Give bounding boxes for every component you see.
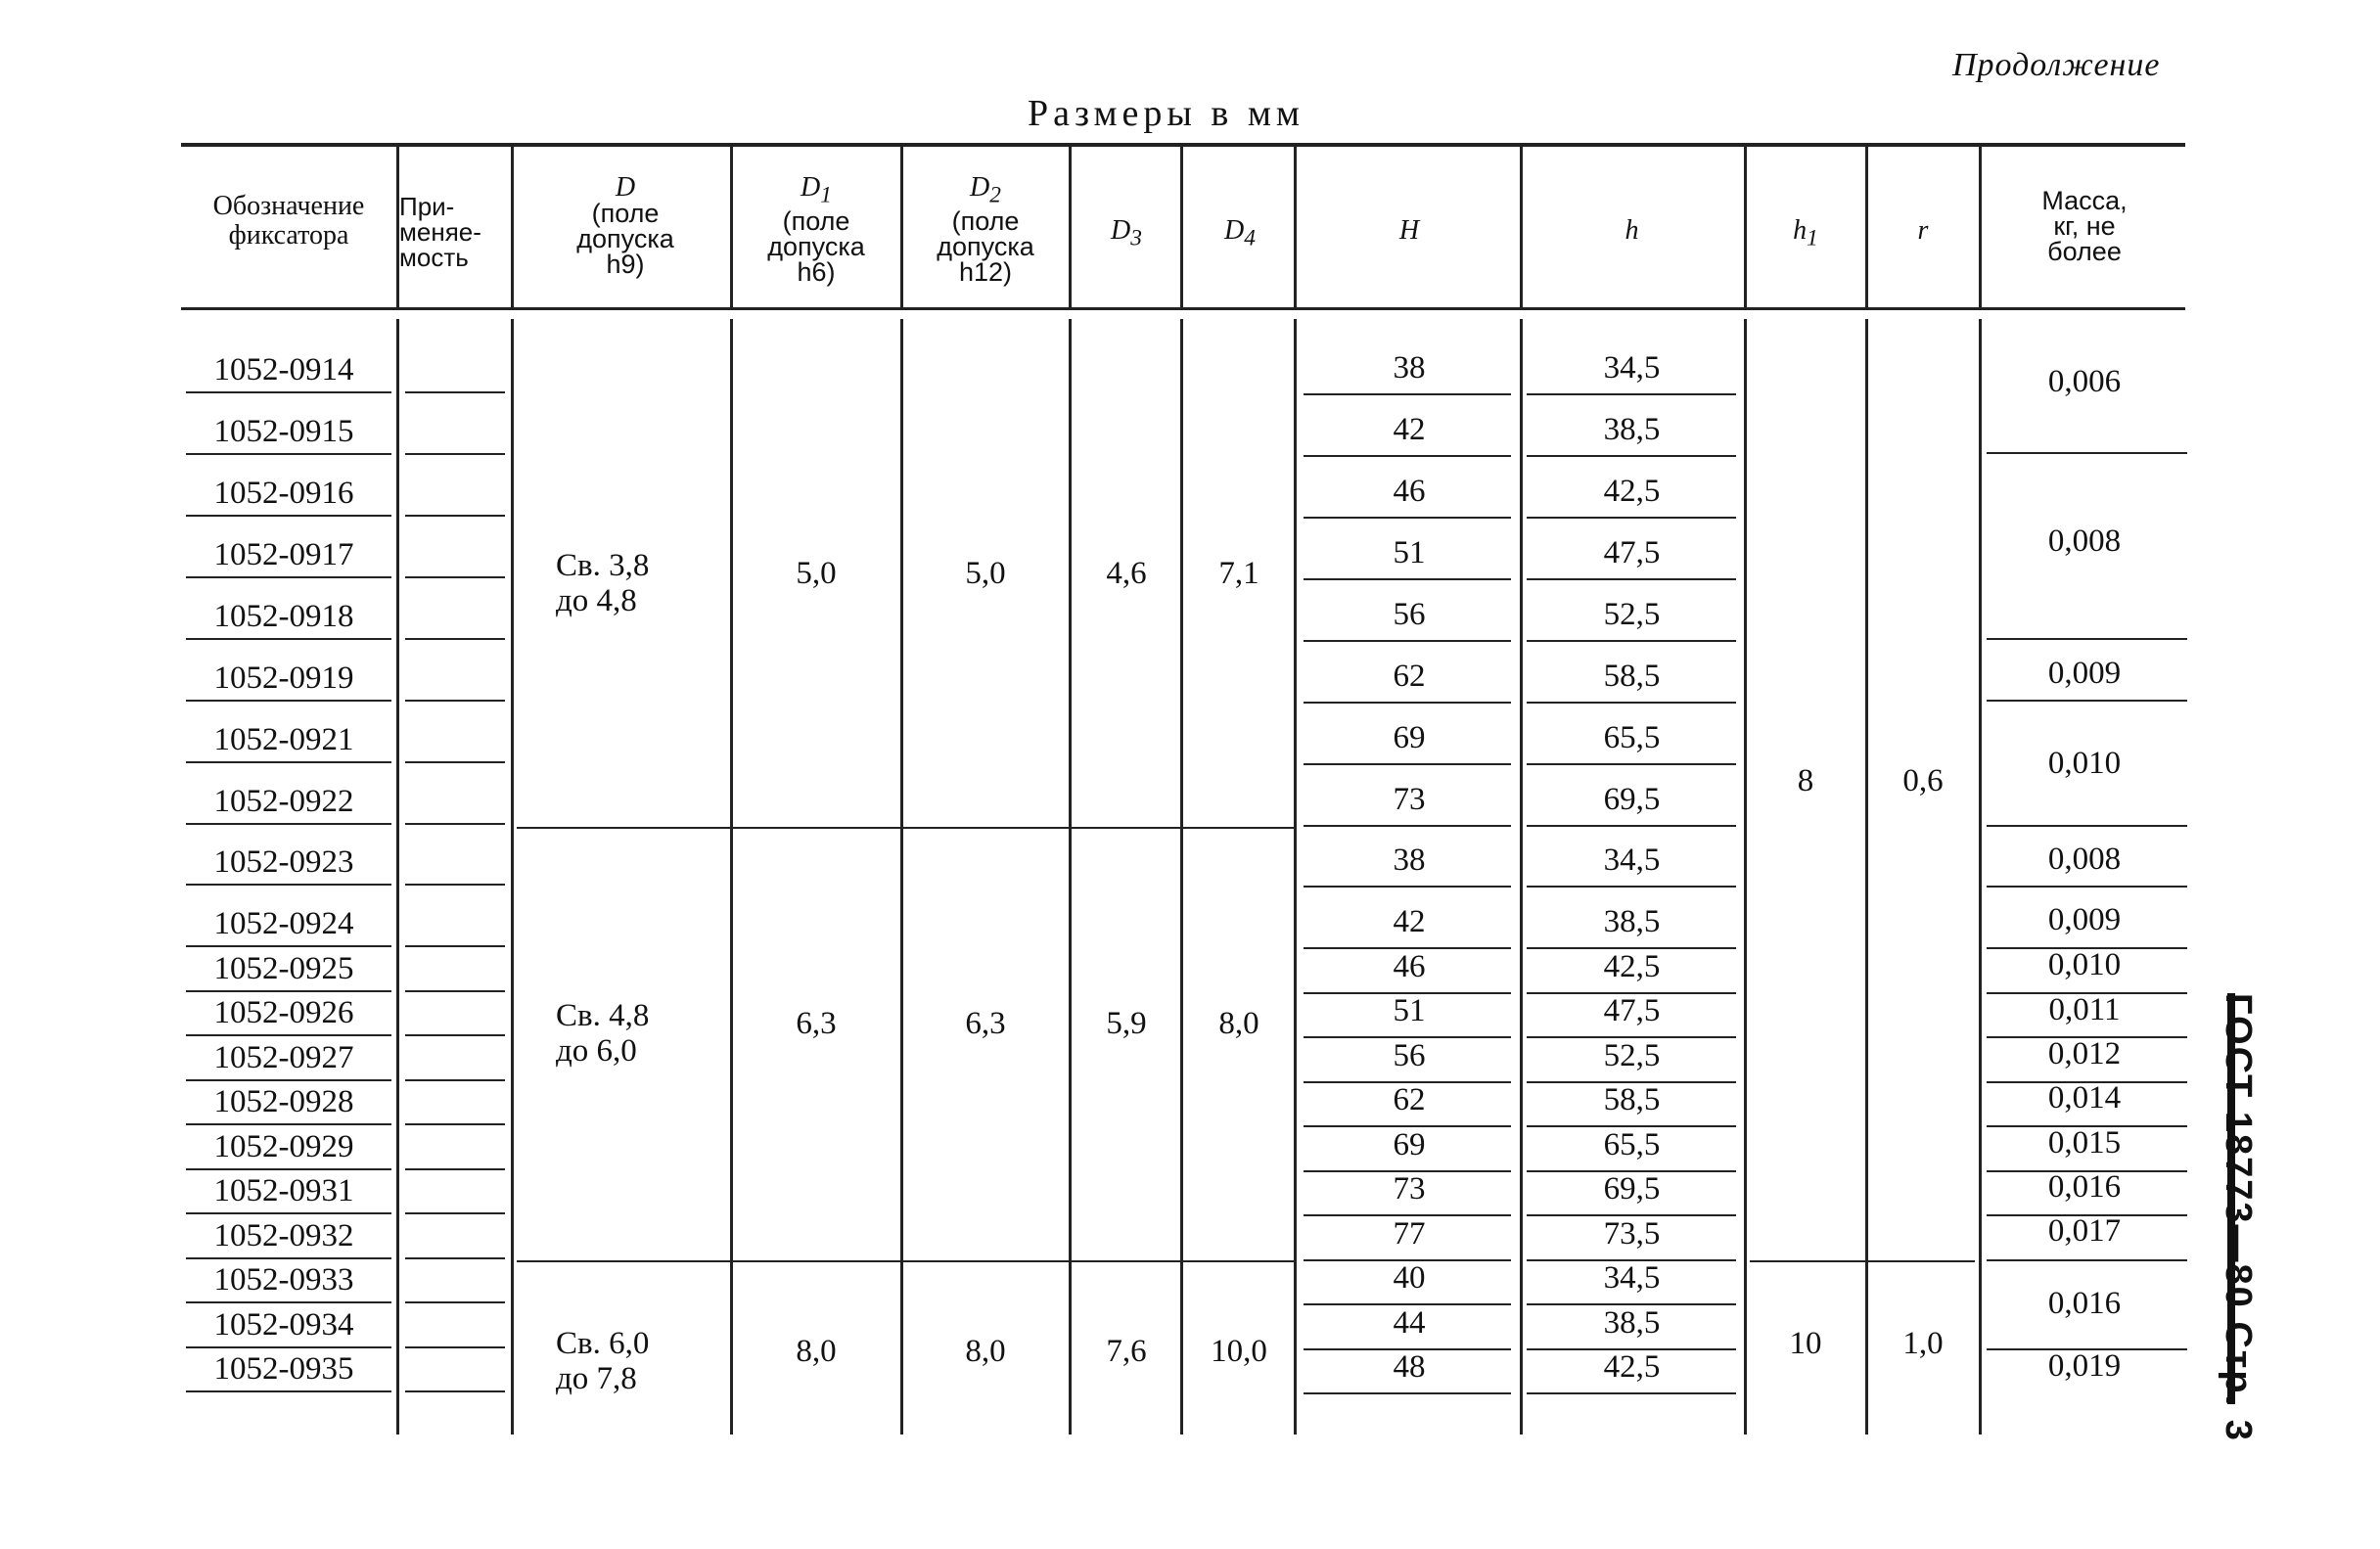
h-value: 58,5 xyxy=(1603,659,1661,694)
header-applicability: При- меняе- мость xyxy=(399,192,481,272)
h-value: 38,5 xyxy=(1603,1305,1661,1341)
applicability-blank xyxy=(405,1346,505,1348)
h-value: 47,5 xyxy=(1603,993,1661,1028)
code-underline xyxy=(186,391,391,393)
column-divider xyxy=(1294,143,1297,307)
D3-value: 4,6 xyxy=(1106,556,1147,591)
column-divider xyxy=(1865,143,1868,307)
column-divider xyxy=(511,319,514,1435)
H-value: 77 xyxy=(1393,1216,1426,1252)
applicability-blank xyxy=(405,700,505,702)
column-divider xyxy=(396,143,399,307)
column-divider xyxy=(1744,319,1747,1435)
code-underline xyxy=(186,945,391,947)
applicability-blank xyxy=(405,1390,505,1392)
H-value: 51 xyxy=(1393,535,1426,570)
H-value: 69 xyxy=(1393,1127,1426,1162)
H-underline xyxy=(1304,517,1511,519)
mass-value: 0,011 xyxy=(2048,992,2121,1027)
H-value: 56 xyxy=(1393,597,1426,632)
h-underline xyxy=(1527,702,1736,704)
applicability-blank xyxy=(405,1257,505,1259)
h-value: 69,5 xyxy=(1603,1171,1661,1207)
D-range: Св. 3,8 до 4,8 xyxy=(556,548,650,618)
code-underline xyxy=(186,990,391,992)
fixator-code: 1052-0935 xyxy=(213,1351,354,1387)
header-H: H xyxy=(1398,215,1420,246)
applicability-blank xyxy=(405,761,505,763)
D4-value: 10,0 xyxy=(1211,1334,1267,1369)
column-divider xyxy=(730,143,733,307)
header-D1: $D_1$ (поле допуска h6) xyxy=(767,172,865,287)
column-divider xyxy=(1069,319,1072,1435)
h-value: 38,5 xyxy=(1603,904,1661,939)
D2-value: 6,3 xyxy=(965,1006,1006,1041)
H-underline xyxy=(1304,393,1511,395)
h-underline xyxy=(1527,578,1736,580)
h-underline xyxy=(1527,393,1736,395)
h-value: 58,5 xyxy=(1603,1082,1661,1117)
fixator-code: 1052-0932 xyxy=(213,1218,354,1253)
H-value: 40 xyxy=(1393,1260,1426,1296)
mass-underline xyxy=(1987,452,2187,454)
D4-value: 8,0 xyxy=(1218,1006,1259,1041)
applicability-blank xyxy=(405,945,505,947)
H-value: 46 xyxy=(1393,474,1426,509)
mass-underline xyxy=(1987,886,2187,888)
mass-value: 0,009 xyxy=(2047,902,2122,937)
column-divider xyxy=(1069,143,1072,307)
H-underline xyxy=(1304,763,1511,765)
h-value: 69,5 xyxy=(1603,782,1661,817)
header-designation: Обозначение фиксатора xyxy=(212,191,365,251)
H-value: 48 xyxy=(1393,1349,1426,1385)
code-underline xyxy=(186,576,391,578)
h1-value: 10 xyxy=(1789,1326,1822,1361)
h-value: 42,5 xyxy=(1603,949,1661,984)
H-value: 38 xyxy=(1393,843,1426,878)
H-value: 42 xyxy=(1393,412,1426,447)
header-h: h xyxy=(1625,215,1639,246)
column-divider xyxy=(1979,143,1982,307)
fixator-code: 1052-0925 xyxy=(213,951,354,986)
D4-value: 7,1 xyxy=(1218,556,1259,591)
code-underline xyxy=(186,1346,391,1348)
fixator-code: 1052-0933 xyxy=(213,1262,354,1298)
r-value: 1,0 xyxy=(1902,1326,1944,1361)
code-underline xyxy=(186,1257,391,1259)
fixator-code: 1052-0927 xyxy=(213,1040,354,1075)
column-divider xyxy=(396,319,399,1435)
H-value: 69 xyxy=(1393,720,1426,755)
h-underline xyxy=(1527,517,1736,519)
H-value: 62 xyxy=(1393,659,1426,694)
header-D2: $D_2$ (поле допуска h12) xyxy=(937,172,1034,287)
column-divider xyxy=(1865,319,1868,1435)
code-underline xyxy=(186,1123,391,1125)
D-range: Св. 6,0 до 7,8 xyxy=(556,1326,650,1396)
applicability-blank xyxy=(405,823,505,825)
H-underline xyxy=(1304,825,1511,827)
fixator-code: 1052-0929 xyxy=(213,1129,354,1164)
applicability-blank xyxy=(405,576,505,578)
mass-value: 0,010 xyxy=(2047,947,2122,982)
mass-value: 0,012 xyxy=(2047,1036,2122,1071)
applicability-blank xyxy=(405,1123,505,1125)
table-top-rule xyxy=(181,143,2185,147)
h1-r-separator xyxy=(1750,1260,1975,1262)
mass-value: 0,008 xyxy=(2047,842,2122,877)
D2-value: 8,0 xyxy=(965,1334,1006,1369)
H-value: 73 xyxy=(1393,782,1426,817)
fixator-code: 1052-0928 xyxy=(213,1084,354,1119)
header-r: r xyxy=(1917,215,1929,246)
h-underline xyxy=(1527,825,1736,827)
fixator-code: 1052-0922 xyxy=(213,784,354,819)
H-underline xyxy=(1304,886,1511,888)
mass-underline xyxy=(1987,1259,2187,1261)
fixator-code: 1052-0919 xyxy=(213,661,354,696)
code-underline xyxy=(186,1301,391,1303)
group-separator xyxy=(517,827,1294,829)
group-separator xyxy=(517,1260,1294,1262)
H-value: 38 xyxy=(1393,350,1426,386)
column-divider xyxy=(1180,143,1183,307)
h-value: 34,5 xyxy=(1603,350,1661,386)
fixator-code: 1052-0916 xyxy=(213,476,354,511)
code-underline xyxy=(186,823,391,825)
applicability-blank xyxy=(405,1301,505,1303)
applicability-blank xyxy=(405,884,505,886)
H-underline xyxy=(1304,640,1511,642)
D3-value: 7,6 xyxy=(1106,1334,1147,1369)
column-divider xyxy=(1180,319,1183,1435)
mass-underline xyxy=(1987,700,2187,702)
mass-value: 0,014 xyxy=(2047,1080,2122,1116)
H-underline xyxy=(1304,455,1511,457)
D3-value: 5,9 xyxy=(1106,1006,1147,1041)
code-underline xyxy=(186,700,391,702)
h-value: 52,5 xyxy=(1603,597,1661,632)
mass-value: 0,016 xyxy=(2047,1286,2122,1321)
fixator-code: 1052-0934 xyxy=(213,1307,354,1343)
mass-underline xyxy=(1987,825,2187,827)
column-divider xyxy=(511,143,514,307)
code-underline xyxy=(186,638,391,640)
applicability-blank xyxy=(405,453,505,455)
h-value: 42,5 xyxy=(1603,474,1661,509)
r-value: 0,6 xyxy=(1902,763,1944,798)
applicability-blank xyxy=(405,1168,505,1170)
H-underline xyxy=(1304,1392,1511,1394)
mass-value: 0,009 xyxy=(2047,656,2122,691)
header-D4: $D_4$ xyxy=(1224,215,1256,251)
H-value: 62 xyxy=(1393,1082,1426,1117)
D-range: Св. 4,8 до 6,0 xyxy=(556,998,650,1069)
D1-value: 8,0 xyxy=(796,1334,837,1369)
applicability-blank xyxy=(405,990,505,992)
fixator-code: 1052-0924 xyxy=(213,906,354,941)
code-underline xyxy=(186,1168,391,1170)
mass-value: 0,016 xyxy=(2047,1169,2122,1205)
h-value: 47,5 xyxy=(1603,535,1661,570)
D2-value: 5,0 xyxy=(965,556,1006,591)
code-underline xyxy=(186,515,391,517)
fixator-code: 1052-0914 xyxy=(213,352,354,387)
h-underline xyxy=(1527,455,1736,457)
code-underline xyxy=(186,453,391,455)
fixator-code: 1052-0918 xyxy=(213,599,354,634)
fixator-code: 1052-0921 xyxy=(213,722,354,757)
h-value: 52,5 xyxy=(1603,1038,1661,1073)
H-value: 42 xyxy=(1393,904,1426,939)
applicability-blank xyxy=(405,1079,505,1081)
fixator-code: 1052-0931 xyxy=(213,1173,354,1208)
h-value: 34,5 xyxy=(1603,1260,1661,1296)
column-divider xyxy=(1294,319,1297,1435)
h-value: 65,5 xyxy=(1603,1127,1661,1162)
D1-value: 6,3 xyxy=(796,1006,837,1041)
header-D: D (поле допуска h9) xyxy=(576,172,674,279)
H-underline xyxy=(1304,702,1511,704)
header-h1: $h_1$ xyxy=(1793,215,1818,251)
H-underline xyxy=(1304,578,1511,580)
column-divider xyxy=(1744,143,1747,307)
side-caption: ГОСТ 18773—80 Стр. 3 xyxy=(2218,993,2259,1442)
h-value: 73,5 xyxy=(1603,1216,1661,1252)
applicability-blank xyxy=(405,638,505,640)
header-mass: Масса, кг, не более xyxy=(2041,186,2128,266)
D1-value: 5,0 xyxy=(796,556,837,591)
code-underline xyxy=(186,884,391,886)
applicability-blank xyxy=(405,1034,505,1036)
mass-underline xyxy=(1987,638,2187,640)
h-underline xyxy=(1527,1392,1736,1394)
applicability-blank xyxy=(405,515,505,517)
continued-label: Продолжение xyxy=(1952,47,2161,83)
h-value: 42,5 xyxy=(1603,1349,1661,1385)
header-D3: $D_3$ xyxy=(1111,215,1142,251)
H-value: 46 xyxy=(1393,949,1426,984)
applicability-blank xyxy=(405,391,505,393)
column-divider xyxy=(1520,143,1523,307)
h-underline xyxy=(1527,763,1736,765)
column-divider xyxy=(730,319,733,1435)
code-underline xyxy=(186,1034,391,1036)
applicability-blank xyxy=(405,1212,505,1214)
h-underline xyxy=(1527,886,1736,888)
code-underline xyxy=(186,761,391,763)
h1-value: 8 xyxy=(1797,763,1814,798)
header-bottom-rule xyxy=(181,307,2185,310)
H-value: 56 xyxy=(1393,1038,1426,1073)
mass-value: 0,006 xyxy=(2047,364,2122,399)
mass-value: 0,015 xyxy=(2047,1125,2122,1161)
h-value: 65,5 xyxy=(1603,720,1661,755)
column-divider xyxy=(900,143,903,307)
mass-value: 0,008 xyxy=(2047,524,2122,559)
fixator-code: 1052-0926 xyxy=(213,995,354,1030)
fixator-code: 1052-0923 xyxy=(213,844,354,880)
code-underline xyxy=(186,1390,391,1392)
column-divider xyxy=(900,319,903,1435)
code-underline xyxy=(186,1212,391,1214)
h-value: 34,5 xyxy=(1603,843,1661,878)
fixator-code: 1052-0915 xyxy=(213,414,354,449)
H-value: 44 xyxy=(1393,1305,1426,1341)
units-caption: Размеры в мм xyxy=(1028,93,1304,134)
fixator-code: 1052-0917 xyxy=(213,537,354,572)
mass-value: 0,019 xyxy=(2047,1348,2122,1384)
h-underline xyxy=(1527,640,1736,642)
code-underline xyxy=(186,1079,391,1081)
h-value: 38,5 xyxy=(1603,412,1661,447)
mass-value: 0,010 xyxy=(2047,746,2122,781)
mass-value: 0,017 xyxy=(2047,1213,2122,1249)
H-value: 51 xyxy=(1393,993,1426,1028)
H-value: 73 xyxy=(1393,1171,1426,1207)
